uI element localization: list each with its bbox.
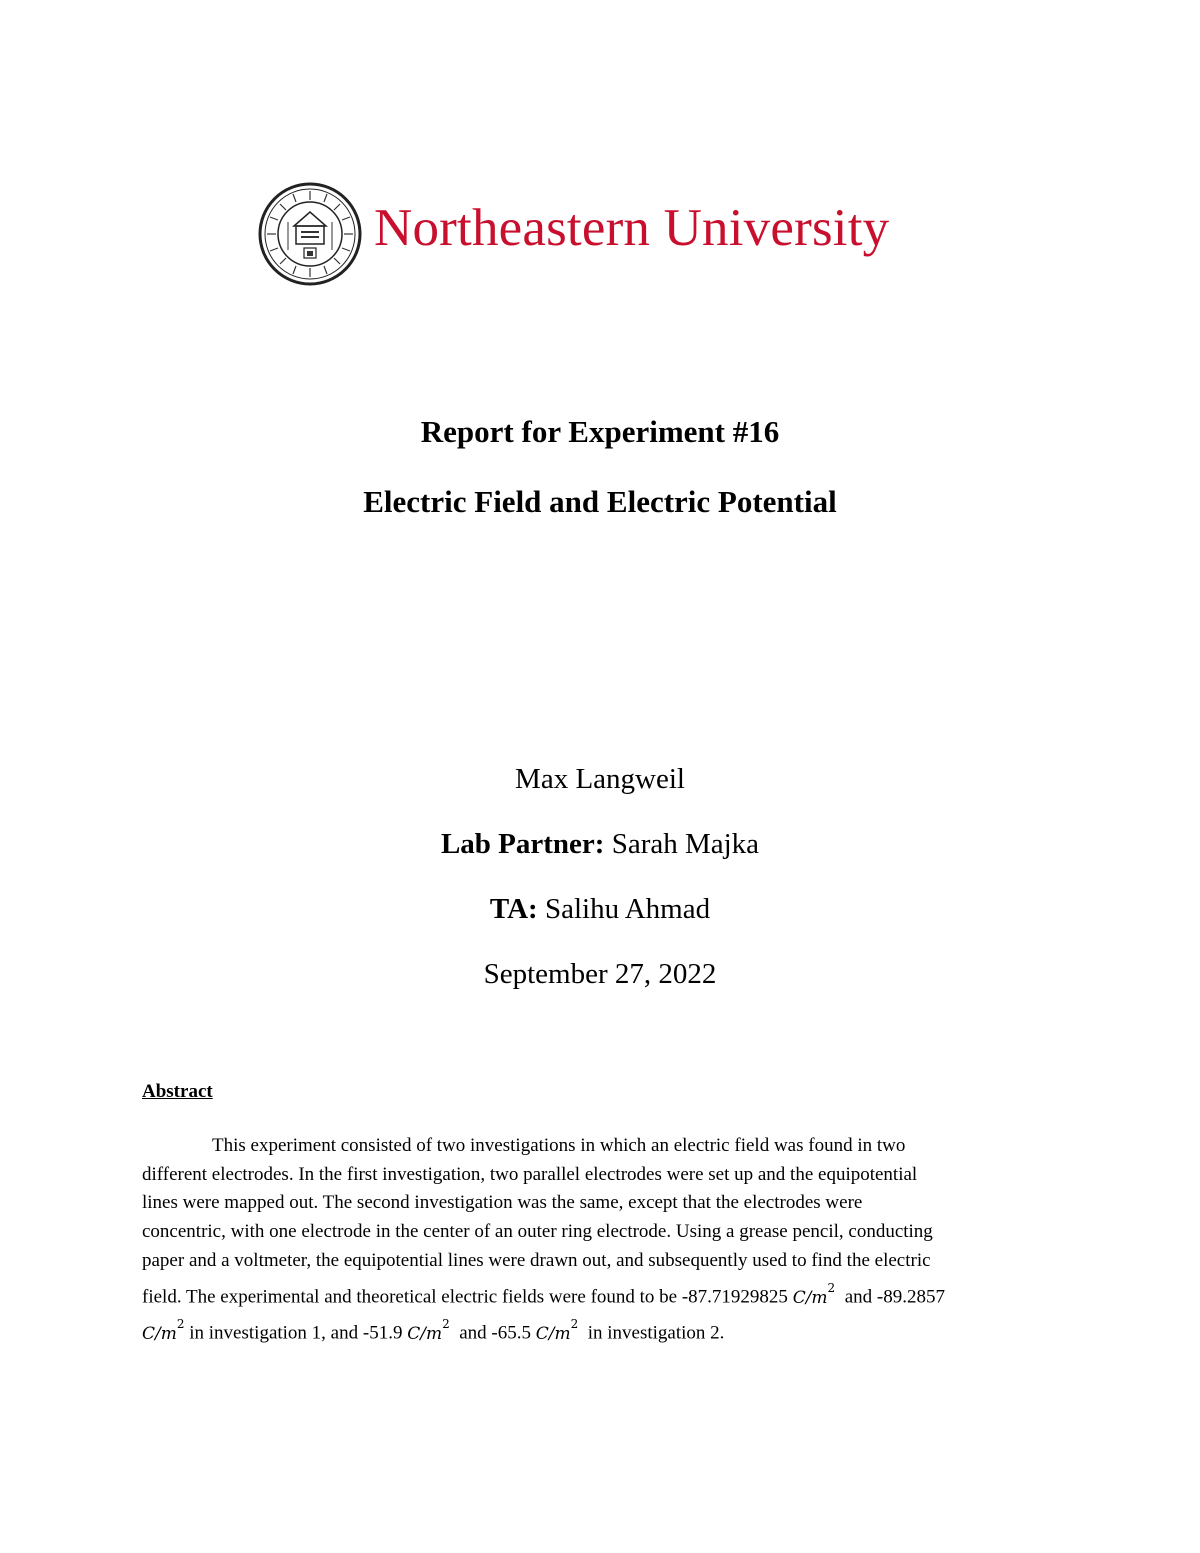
university-seal-icon <box>258 182 362 286</box>
abstract-text: and -65.5 <box>459 1322 531 1344</box>
abstract-text: field. The experimental and theoretical electric fields were found to be -87.71929825 <box>142 1286 788 1308</box>
abstract-line: concentric, with one electrode in the center of an outer ring electrode. Using a grease pencil, conducting <box>142 1221 933 1242</box>
ta-label: TA: <box>489 893 538 925</box>
ta-name: Salihu Ahmad <box>544 893 711 925</box>
report-title: Report for Experiment #16 <box>420 414 780 449</box>
abstract-line: lines were mapped out. The second investigation was the same, except that the electrodes were <box>142 1192 863 1213</box>
abstract-text: in investigation 1, and -51.9 <box>189 1322 403 1344</box>
abstract-line: This experiment consisted of two investigations in which an electric field was found in two <box>212 1135 906 1156</box>
university-name: Northeastern University <box>374 199 890 257</box>
abstract-line: paper and a voltmeter, the equipotential lines were drawn out, and subsequently used to find the electric <box>142 1250 931 1271</box>
abstract-line: different electrodes. In the first investigation, two parallel electrodes were set up and the equipotential <box>142 1164 918 1185</box>
abstract-text: in investigation 2. <box>587 1322 725 1344</box>
lab-partner-name: Sarah Majka <box>611 828 760 860</box>
unit-symbol: $C/m^2$ <box>535 1317 579 1344</box>
teaching-assistant <box>0 895 1200 924</box>
report-date: September 27, 2022 <box>483 958 717 990</box>
abstract-text: and -89.2857 <box>844 1286 945 1308</box>
lab-partner-label: Lab Partner: <box>440 828 605 860</box>
report-subtitle: Electric Field and Electric Potential <box>363 484 837 519</box>
abstract-heading: Abstract <box>142 1081 213 1102</box>
author-name: Max Langweil <box>515 763 685 795</box>
unit-symbol: $C/m^2$ <box>407 1317 450 1344</box>
university-logo <box>258 182 958 288</box>
abstract-line <box>142 1317 725 1344</box>
unit-symbol: $C/m^2$ <box>142 1317 185 1344</box>
abstract-line <box>142 1281 945 1308</box>
unit-symbol: $C/m^2$ <box>792 1281 836 1308</box>
lab-partner <box>0 830 1200 859</box>
